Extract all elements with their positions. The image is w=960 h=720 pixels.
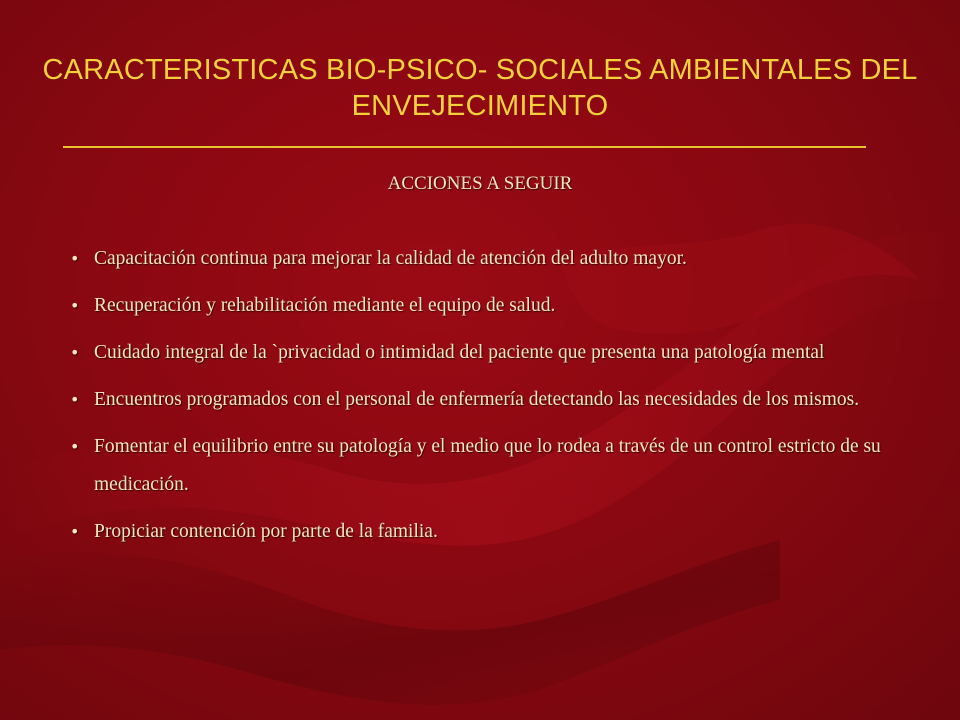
bullet-dot-icon: •	[70, 249, 80, 268]
title-underline	[63, 146, 866, 148]
slide-subtitle: ACCIONES A SEGUIR	[387, 173, 573, 194]
bullet-dot-icon: •	[70, 437, 80, 456]
bullet-list	[60, 240, 920, 560]
bullet-dot-icon: •	[70, 522, 80, 541]
bullet-dot-icon: •	[70, 296, 80, 315]
bullet-text: Encuentros programados con el personal de enfermería detectando las necesidades de los mismos.	[94, 389, 860, 410]
bullet-item-propiciar	[60, 513, 920, 551]
bullet-item-encuentros	[60, 381, 920, 419]
bullet-text: Capacitación continua para mejorar la calidad de atención del adulto mayor.	[94, 248, 687, 269]
bullet-dot-icon: •	[70, 343, 80, 362]
bullet-item-capacitacion	[60, 240, 920, 278]
bullet-item-cuidado	[60, 334, 920, 372]
slide-title: CARACTERISTICAS BIO-PSICO- SOCIALES AMBIENTALES DEL ENVEJECIMIENTO	[42, 54, 918, 122]
bullet-text: Propiciar contención por parte de la familia.	[94, 521, 438, 542]
bullet-text: Recuperación y rehabilitación mediante el equipo de salud.	[94, 295, 556, 316]
bullet-item-recuperacion	[60, 287, 920, 325]
bullet-dot-icon: •	[70, 390, 80, 409]
bullet-text: Fomentar el equilibrio entre su patología y el medio que lo rodea a través de un control estricto de su medicación.	[94, 436, 881, 495]
bullet-text: Cuidado integral de la `privacidad o intimidad del paciente que presenta una patología mental	[94, 342, 825, 363]
bullet-item-fomentar	[60, 428, 920, 504]
